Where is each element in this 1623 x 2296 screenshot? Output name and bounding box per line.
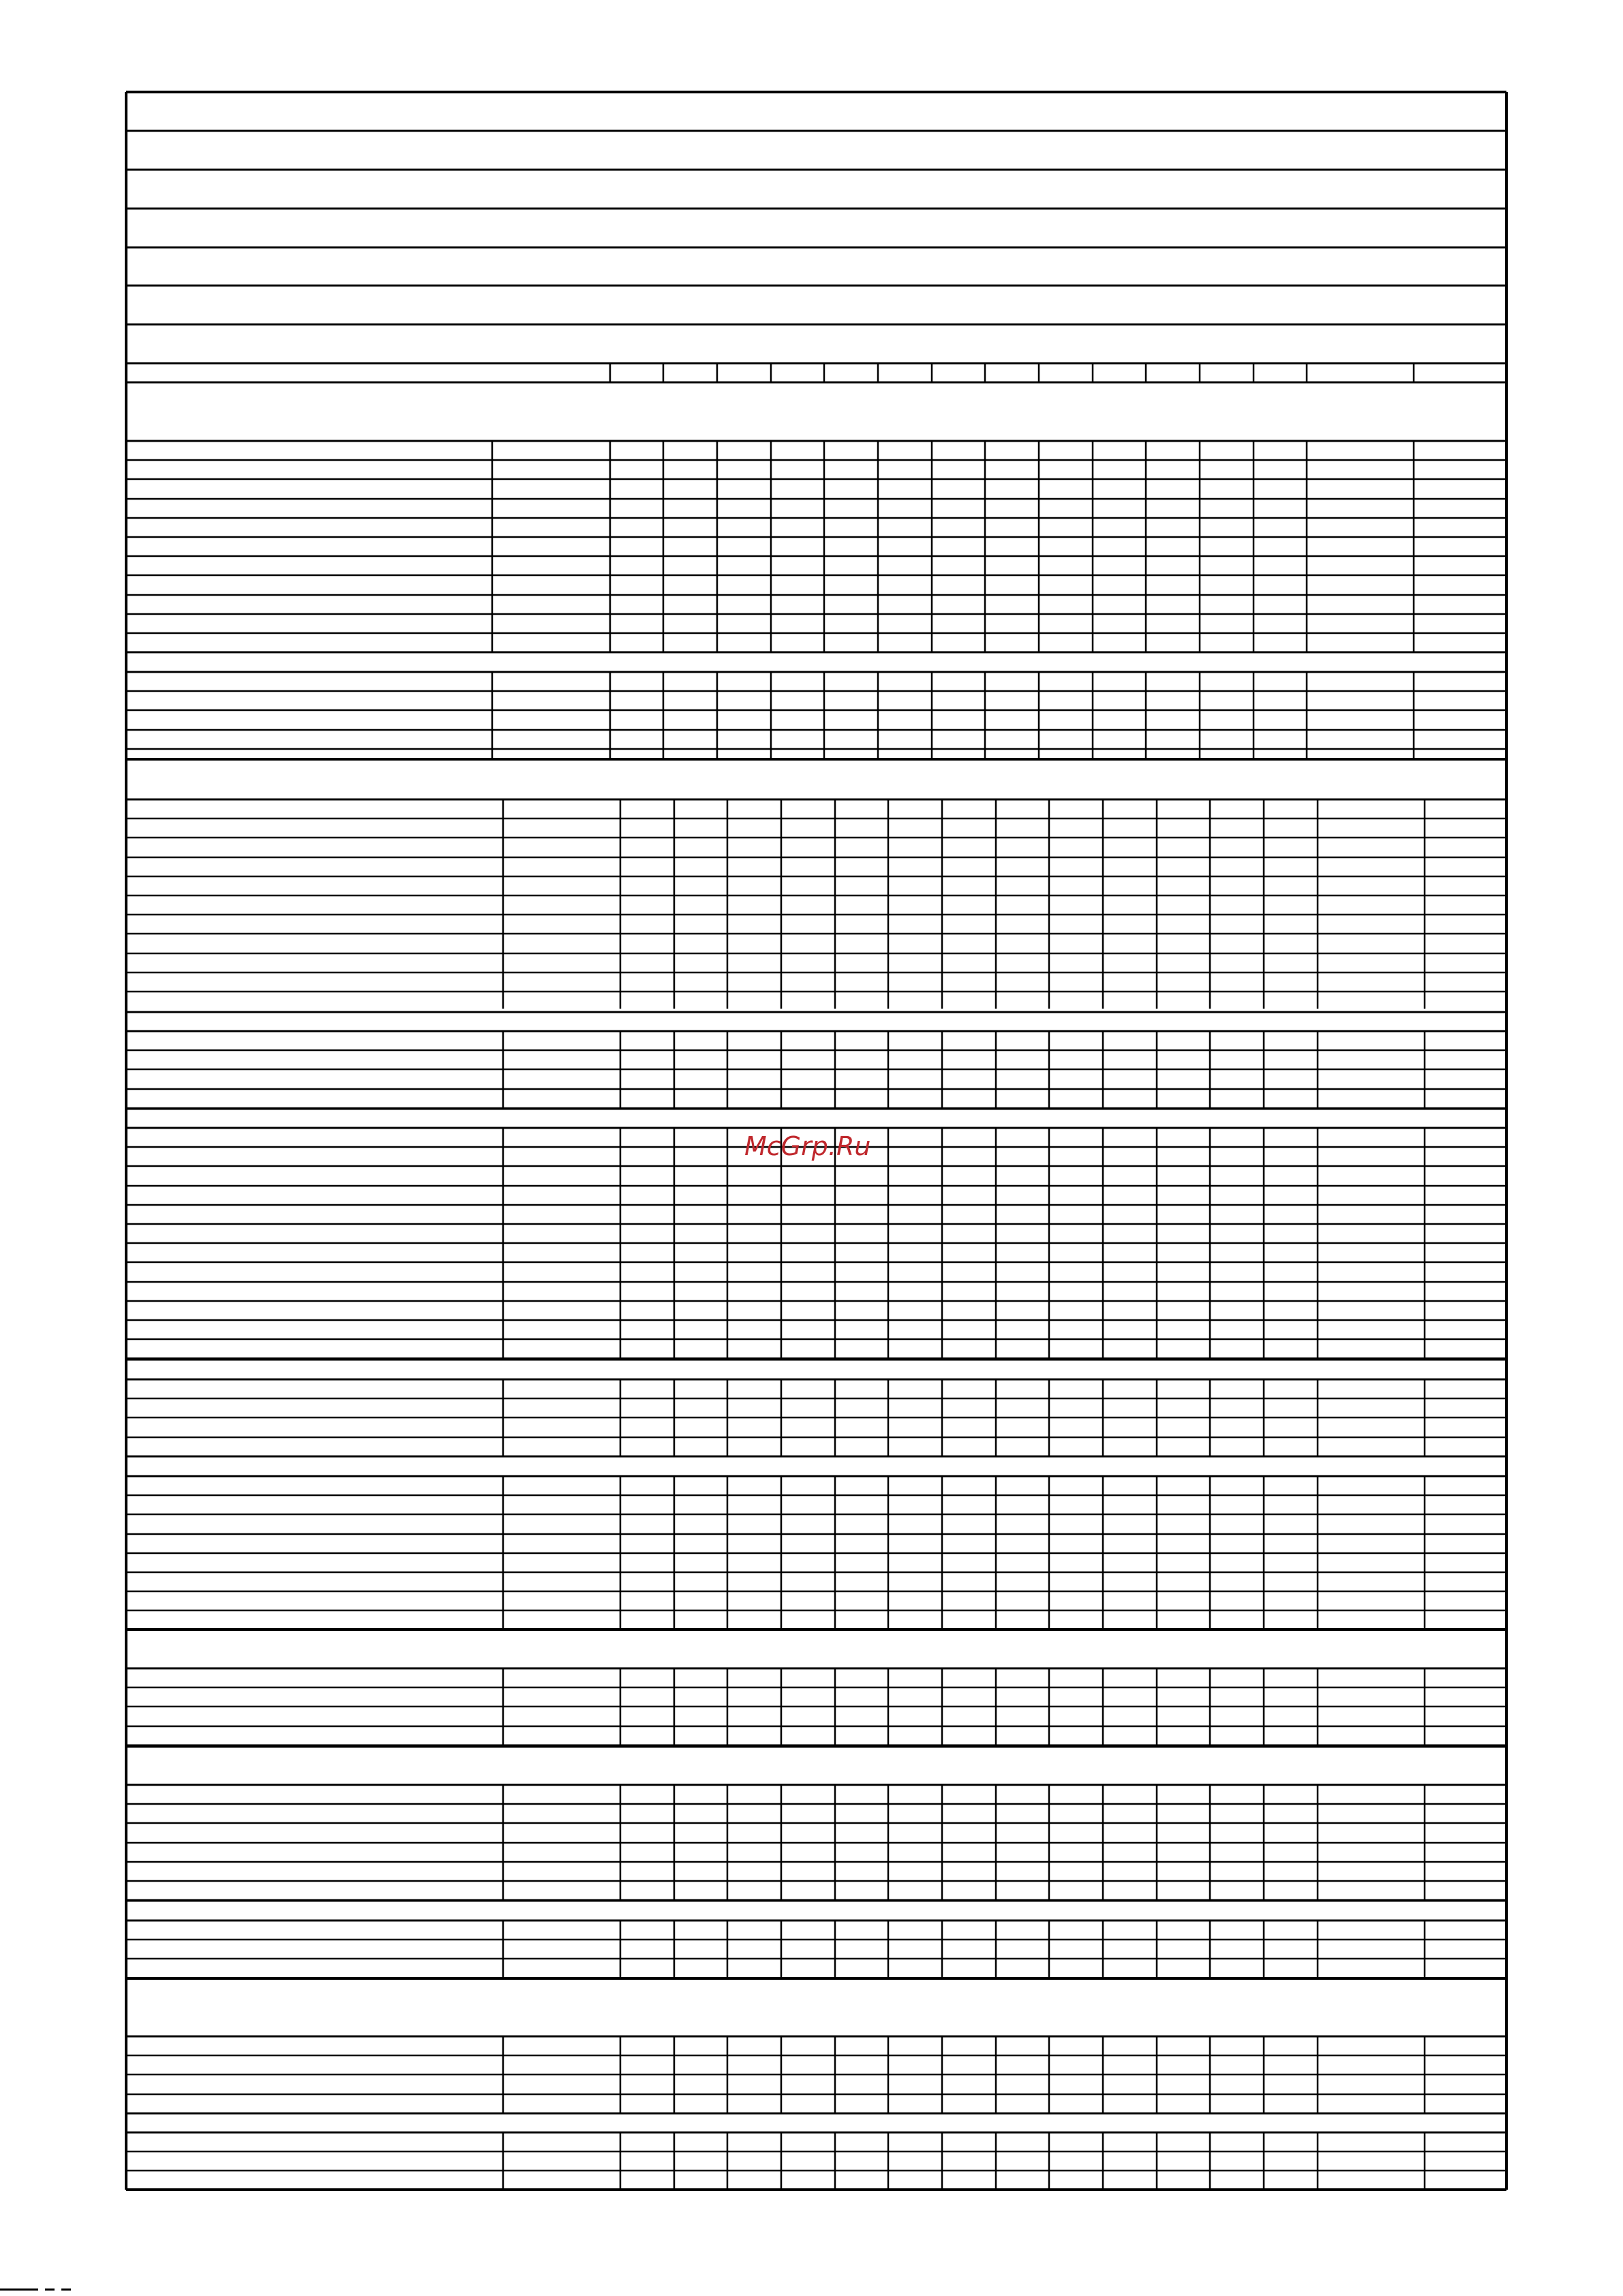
- footer-mark: [0, 2286, 75, 2292]
- watermark-text: McGrp.Ru: [744, 1131, 871, 1161]
